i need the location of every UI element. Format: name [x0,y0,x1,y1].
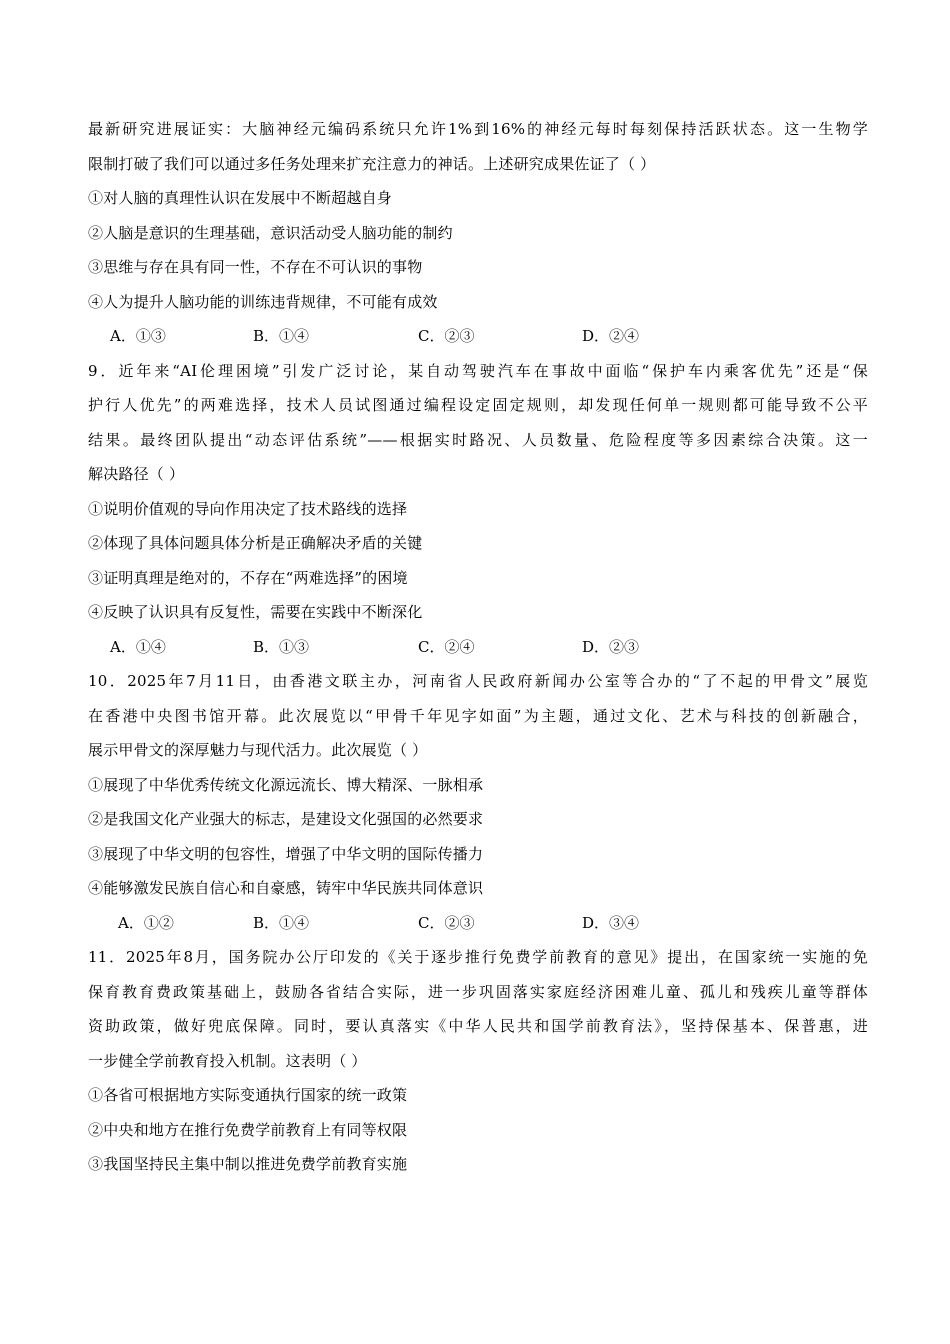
question-10-options [88,906,868,941]
question-9-options [88,630,868,665]
question-8-statement-2: ②人脑是意识的生理基础，意识活动受人脑功能的制约 [88,223,453,242]
question-8-statement-4: ④人为提升人脑功能的训练违背规律，不可能有成效 [88,292,438,311]
question-10 [88,664,868,940]
question-9-stem-line-4: 解决路径（ ） [88,465,185,483]
question-9-statement-1: ①说明价值观的导向作用决定了技术路线的选择 [88,499,408,518]
question-9-option-a: A．①④ [110,637,166,656]
question-10-statement-3: ③展现了中华文明的包容性，增强了中华文明的国际传播力 [88,844,484,863]
question-8 [88,112,868,354]
question-8-option-b: B．①④ [253,327,310,345]
question-10-option-b: B．①④ [253,913,310,932]
question-10-statement-4: ④能够激发民族自信心和自豪感，铸牢中华民族共同体意识 [88,879,484,897]
question-11 [88,940,868,1182]
question-10-option-a: A．①② [118,913,174,932]
question-10-option-d: D．③④ [582,913,640,932]
question-10-statement-2: ②是我国文化产业强大的标志，是建设文化强国的必然要求 [88,810,484,828]
question-11-stem-line-2: 保育教育费政策基础上，鼓励各省结合实际，进一步巩固落实家庭经济困难儿童、孤儿和残疾儿童等群体 [88,982,868,1001]
question-10-stem-line-3: 展示甲骨文的深厚魅力与现代活力。此次展览（ ） [88,741,428,759]
question-9-statement-2: ②体现了具体问题具体分析是正确解决矛盾的关键 [88,534,423,552]
question-8-statement-1: ①对人脑的真理性认识在发展中不断超越自身 [88,189,393,207]
question-9-stem-line-3: 结果。最终团队提出“动态评估系统”——根据实时路况、人员数量、危险程度等多因素综合决策。这一 [88,430,868,449]
question-10-stem-line-2: 在香港中央图书馆开幕。此次展览以“甲骨千年见字如面”为主题，通过文化、艺术与科技的创新融合， [88,706,868,725]
question-9-stem-line-1: 9．近年来“AI伦理困境”引发广泛讨论，某自动驾驶汽车在事故中面临“保护车内乘客优先”还是“保 [88,361,868,380]
question-10-statement-1: ①展现了中华优秀传统文化源远流长、博大精深、一脉相承 [88,775,484,794]
question-11-stem-line-4: 一步健全学前教育投入机制。这表明（ ） [88,1051,367,1070]
question-9 [88,354,868,665]
question-8-option-c: C．②③ [418,327,475,345]
question-8-stem-line-1: 最新研究进展证实：大脑神经元编码系统只允许1%到16%的神经元每时每刻保持活跃状态。这一生物学 [88,120,868,138]
question-9-statement-3: ③证明真理是绝对的，不存在“两难选择”的困境 [88,568,408,587]
question-9-option-d: D．②③ [582,637,640,656]
question-8-options [88,319,868,354]
question-9-statement-4: ④反映了认识具有反复性，需要在实践中不断深化 [88,603,423,621]
question-11-statement-3: ③我国坚持民主集中制以推进免费学前教育实施 [88,1155,408,1173]
question-8-option-d: D．②④ [582,327,640,345]
question-11-stem-line-3: 资助政策，做好兜底保障。同时，要认真落实《中华人民共和国学前教育法》，坚持保基本、保普惠，进 [88,1017,868,1035]
question-11-stem-line-1: 11．2025年8月，国务院办公厅印发的《关于逐步推行免费学前教育的意见》提出，在国家统一实施的免 [88,948,868,966]
question-11-statement-2: ②中央和地方在推行免费学前教育上有同等权限 [88,1120,408,1139]
question-9-option-c: C．②④ [418,637,475,656]
question-8-stem-line-2: 限制打破了我们可以通过多任务处理来扩充注意力的神话。上述研究成果佐证了（ ） [88,154,656,173]
question-8-statement-3: ③思维与存在具有同一性，不存在不可认识的事物 [88,258,423,276]
question-11-statement-1: ①各省可根据地方实际变通执行国家的统一政策 [88,1086,408,1104]
question-9-option-b: B．①③ [253,637,310,656]
question-10-option-c: C．②③ [418,913,475,932]
exam-page [88,112,868,1182]
question-8-option-a: A．①③ [110,327,166,345]
question-9-stem-line-2: 护行人优先”的两难选择，技术人员试图通过编程设定固定规则，却发现任何单一规则都可能导致不公平 [88,396,868,414]
question-10-stem-line-1: 10．2025年7月11日，由香港文联主办，河南省人民政府新闻办公室等合办的“了不起的甲骨文”展览 [88,672,868,690]
